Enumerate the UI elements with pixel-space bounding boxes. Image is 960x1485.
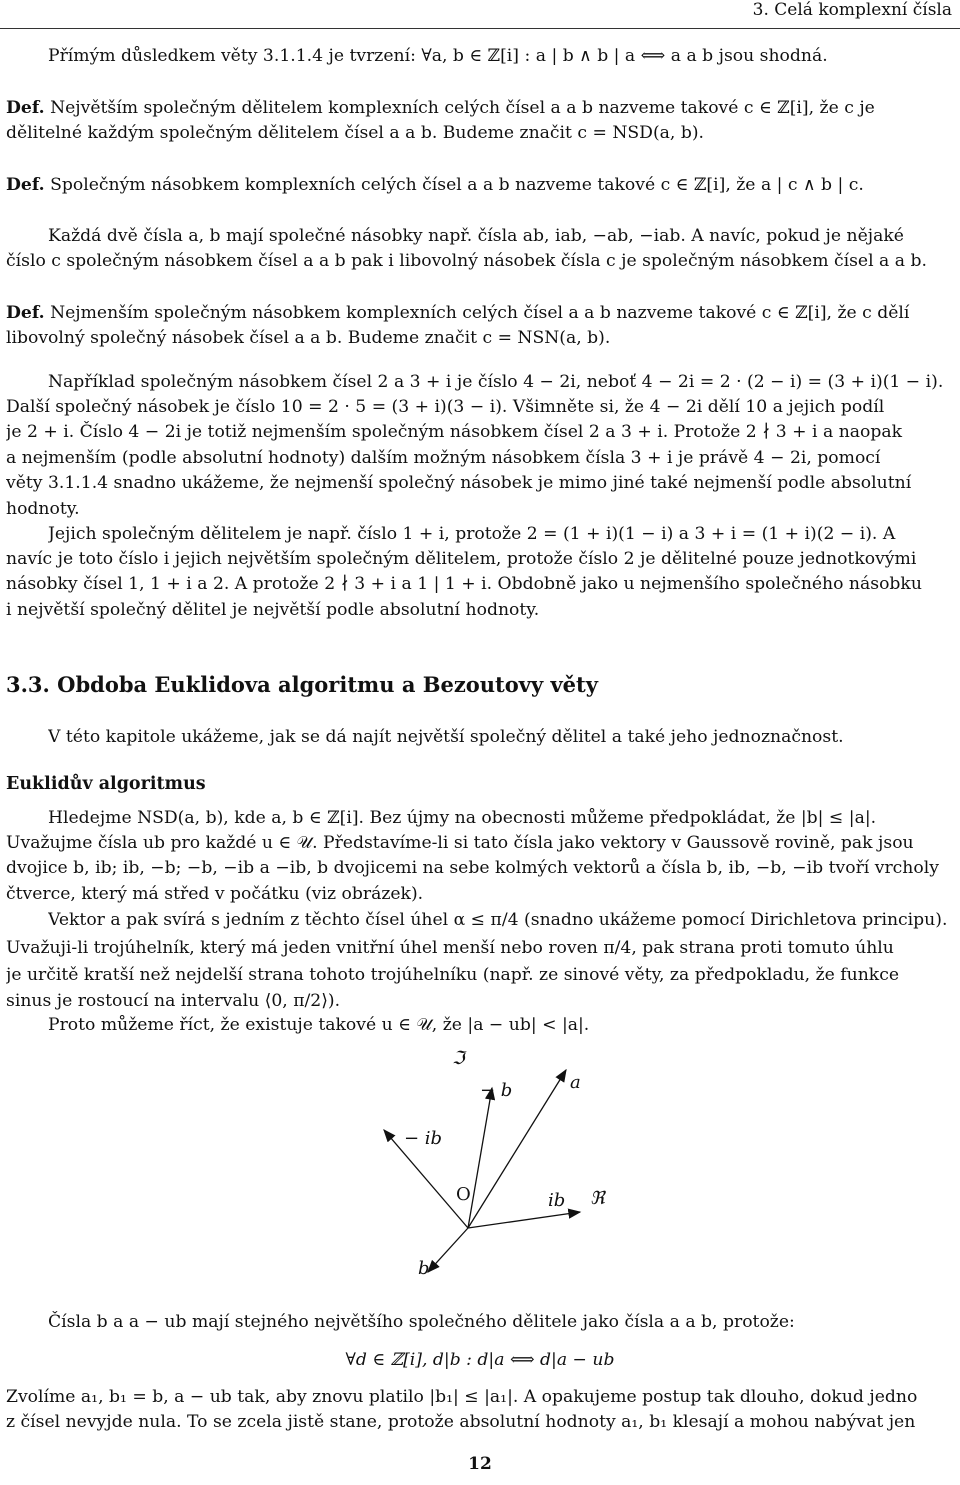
gaussian-plane-figure <box>380 1050 640 1300</box>
paragraph-example-nsd <box>48 522 954 547</box>
text-line: Například společným násobkem čísel 2 a 3 + i je číslo 4 − 2i, neboť 4 − 2i = 2 · (2 − i) = (3 + i)(1 − i). <box>48 372 944 392</box>
label-neg-b: − b <box>480 1080 513 1101</box>
real-axis-label: ℜ <box>590 1188 605 1209</box>
text-line: Největším společným dělitelem komplexních celých čísel a a b nazveme takové c ∈ ℤ[i], že c je <box>50 98 875 118</box>
text-line: Zvolíme a₁, b₁ = b, a − ub tak, aby znovu platilo |b₁| ≤ |a₁|. A opakujeme postup tak dlouho, dokud jedno <box>6 1387 918 1407</box>
header-rule <box>0 28 960 29</box>
text-line: Každá dvě čísla a, b mají společné násobky např. čísla ab, iab, −ab, −iab. A navíc, pokud je nějaké <box>48 226 904 246</box>
text-line: Jejich společným dělitelem je např. číslo 1 + i, protože 2 = (1 + i)(1 − i) a 3 + i = (1 + i)(2 − i). A <box>48 524 896 544</box>
vector-neg-b <box>468 1088 492 1228</box>
text-line: navíc je toto číslo i jejich největším společným dělitelem, protože číslo 2 je dělitelné pouze jednotkovými <box>6 549 917 569</box>
paragraph-iteration <box>6 1385 954 1436</box>
text-line: i největší společný dělitel je největší podle absolutní hodnoty. <box>6 599 540 620</box>
text-line: Proto můžeme říct, že existuje takové u ∈ 𝒰, že |a − ub| < |a|. <box>48 1015 590 1035</box>
page-number: 12 <box>468 1454 492 1474</box>
text-line: násobky čísel 1, 1 + i a 2. A protože 2 ∤ 3 + i a 1 | 1 + i. Obdobně jako u nejmenšího společného násobku <box>6 574 922 595</box>
text-line: libovolný společný násobek čísel a a b. Budeme značit c = NSN(a, b). <box>6 328 611 349</box>
text-line: je určitě kratší než nejdelší strana tohoto trojúhelníku (např. ze sinové věty, za předpokladu, že funkce <box>6 964 900 985</box>
label-a: a <box>570 1072 581 1093</box>
text-line: čtverce, který má střed v počátku (viz obrázek). <box>6 883 424 904</box>
paragraph-common-multiples-cont <box>6 249 954 274</box>
paragraph-example-nsn-cont <box>6 395 954 522</box>
text-line: dělitelné každým společným dělitelem čísel a a b. Budeme značit c = NSD(a, b). <box>6 123 705 144</box>
text-line: věty 3.1.1.4 snadno ukážeme, že nejmenší společný násobek je mimo jiné také nejmenší podle absolutní <box>6 473 912 494</box>
text-line: Vektor a pak svírá s jedním z těchto čísel úhel α ≤ π/4 (snadno ukážeme pomocí Dirichletova principu). <box>48 910 948 930</box>
text-line: Čísla b a a − ub mají stejného největšího společného dělitele jako čísla a a b, protože: <box>48 1312 795 1332</box>
label-neg-ib: − ib <box>404 1128 443 1149</box>
text-line: hodnoty. <box>6 498 80 519</box>
text-line: Uvažuji-li trojúhelník, který má jeden vnitřní úhel menší nebo roven π/4, pak strana proti tomuto úhlu <box>6 938 894 958</box>
vector-b <box>428 1228 468 1272</box>
text-line: Společným násobkem komplexních celých čísel a a b nazveme takové c ∈ ℤ[i], že a | c ∧ b | c. <box>50 175 864 195</box>
text-line: Hledejme NSD(a, b), kde a, b ∈ ℤ[i]. Bez újmy na obecnosti můžeme předpokládat, že |b| ≤ |a|. <box>48 808 877 828</box>
section-heading: 3.3. Obdoba Euklidova algoritmu a Bezoutovy věty <box>6 672 598 697</box>
paragraph-corollary <box>48 44 954 69</box>
subsection-heading: Euklidův algoritmus <box>6 774 206 794</box>
label-b: b <box>418 1258 430 1279</box>
text-line: V této kapitole ukážeme, jak se dá najít největší společný dělitel a také jeho jednoznačnost. <box>48 727 844 747</box>
text-line: Další společný násobek je číslo 10 = 2 · 5 = (3 + i)(3 − i). Všimněte si, že 4 − 2i dělí 10 a jejich podíl <box>6 397 885 417</box>
paragraph-same-nsd <box>48 1310 954 1335</box>
text-line: je 2 + i. Číslo 4 − 2i je totiž nejmenším společným násobkem čísel 2 a 3 + i. Protože 2 ∤ 3 + i a naopak <box>6 422 903 443</box>
paragraph-example-nsd-cont <box>6 547 954 623</box>
text-line: číslo c společným násobkem čísel a a b pak i libovolný násobek čísla c je společným násobkem čísel a a b. <box>6 251 927 271</box>
text-line: sinus je rostoucí na intervalu ⟨0, π/2⟩). <box>6 991 341 1011</box>
paragraph-angle-argument-cont <box>6 935 954 1015</box>
text-line: Nejmenším společným násobkem komplexních celých čísel a a b nazveme takové c ∈ ℤ[i], že c dělí <box>50 303 910 323</box>
imag-axis-label: ℑ <box>452 1048 465 1069</box>
display-formula: ∀d ∈ ℤ[i], d|b : d|a ⟺ d|a − ub <box>345 1350 615 1370</box>
paragraph-euclid-setup-cont <box>6 831 954 907</box>
text-line: Přímým důsledkem věty 3.1.1.4 je tvrzení: ∀a, b ∈ ℤ[i] : a | b ∧ b | a ⟺ a a b jsou shodná. <box>48 46 828 66</box>
paragraph-euclid-setup <box>48 806 954 831</box>
label-ib: ib <box>548 1190 566 1211</box>
paragraph-angle-argument <box>48 908 954 933</box>
paragraph-example-nsn <box>48 370 954 395</box>
text-line: a nejmenším (podle absolutní hodnoty) dalším možným násobkem čísla 3 + i je právě 4 − 2i, pomocí <box>6 447 881 468</box>
text-line: z čísel nevyjde nula. To se zcela jistě stane, protože absolutní hodnoty a₁, b₁ klesají a mohou nabývat jen <box>6 1412 916 1433</box>
origin-label: O <box>456 1184 471 1205</box>
paragraph-common-multiples <box>48 224 954 249</box>
text-line: dvojice b, ib; ib, −b; −b, −ib a −ib, b dvojicemi na sebe kolmých vektorů a čísla b, ib, −b, −ib tvoří vrcholy <box>6 858 939 879</box>
paragraph-existence-u <box>48 1013 954 1038</box>
running-header: 3. Celá komplexní čísla <box>752 0 952 20</box>
text-line: Uvažujme čísla ub pro každé u ∈ 𝒰. Představíme-li si tato čísla jako vektory v Gaussově rovině, pak jsou <box>6 833 914 853</box>
paragraph-chapter-intro <box>48 725 954 750</box>
definition-label: Def. <box>6 175 45 195</box>
definition-nsn <box>6 301 954 352</box>
definition-nsd <box>6 96 954 147</box>
definition-common-multiple <box>6 173 954 198</box>
definition-label: Def. <box>6 303 45 323</box>
definition-label: Def. <box>6 98 45 118</box>
vector-ib <box>468 1212 580 1228</box>
